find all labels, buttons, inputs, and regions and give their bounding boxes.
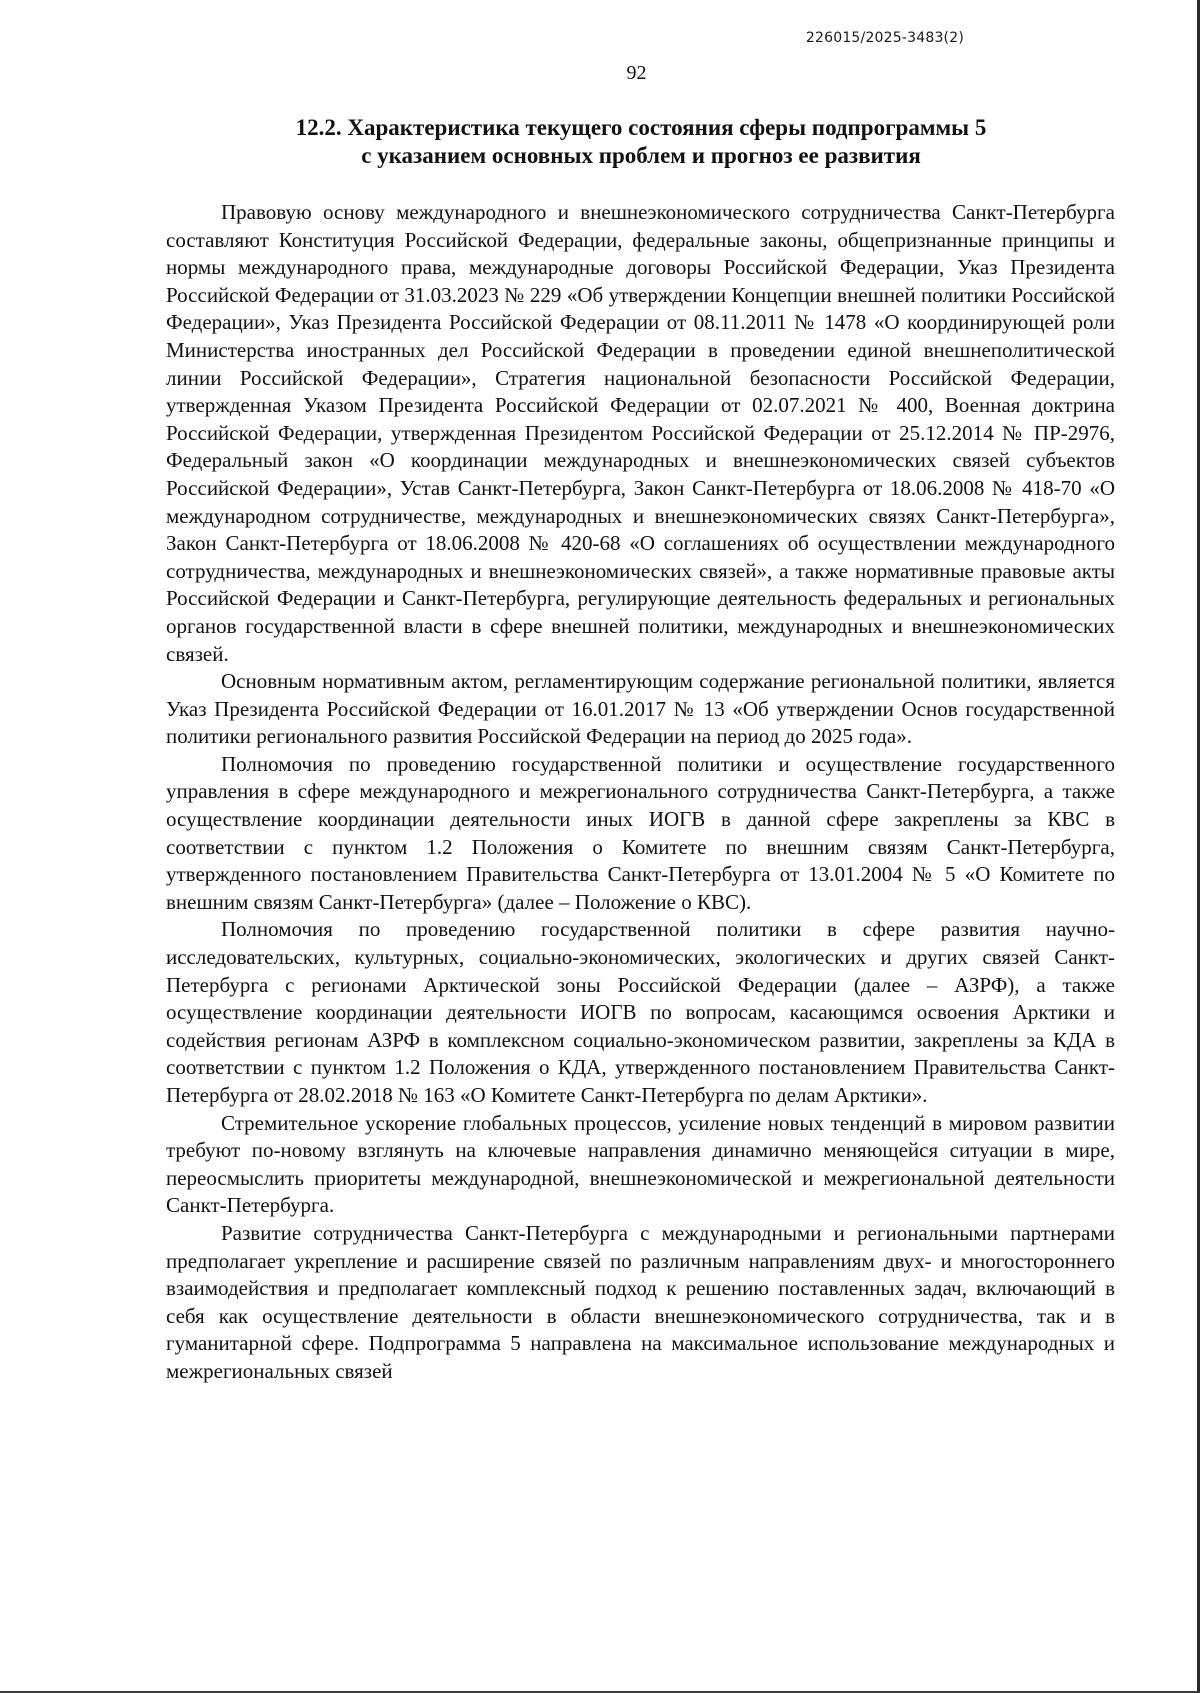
- section-heading: [168, 114, 1114, 170]
- section-heading-line-1: 12.2. Характеристика текущего состояния сферы подпрограммы 5: [295, 115, 987, 140]
- paragraph-cooperation-development: Развитие сотрудничества Санкт-Петербурга с международными и региональными партнерами предполагает укрепление и расширение связей по различным направлениям двух- и многостороннего взаимодействия и предполагает комплексный подход к решению поставленных задач, включающий в себя как осуществление деятельности в области внешнеэкономического сотрудничества, так и в гуманитарной сфере. Подпрограмма 5 направлена на максимальное использование международных и межрегиональных связей: [166, 1220, 1115, 1383]
- paragraph-kvs-powers: Полномочия по проведению государственной политики и осуществление государственного управления в сфере международного и межрегионального сотрудничества Санкт-Петербурга, а также осуществление координации деятельности иных ИОГВ в данной сфере закреплены за КВС в соответствии с пунктом 1.2 Положения о Комитете по внешним связям Санкт-Петербурга, утвержденного постановлением Правительства Санкт-Петербурга от 13.01.2004 № 5 «О Комитете по внешним связям Санкт-Петербурга» (далее – Положение о КВС).: [166, 751, 1115, 914]
- body-text: [166, 199, 1115, 1386]
- page-number: 92: [626, 62, 647, 84]
- paragraph-global-processes: Стремительное ускорение глобальных процессов, усиление новых тенденций в мировом развитии требуют по-новому взглянуть на ключевые направления динамично меняющейся ситуации в мире, переосмыслить приоритеты международной, внешнеэкономической и межрегиональной деятельности Санкт-Петербурга.: [166, 1110, 1115, 1218]
- paragraph-kda-powers: Полномочия по проведению государственной политики в сфере развития научно-исследовательских, культурных, социально-экономических, экологических и других связей Санкт-Петербурга с регионами Арктической зоны Российской Федерации (далее – АЗРФ), а также осуществление координации деятельности ИОГВ по вопросам, касающимся освоения Арктики и содействия регионам АЗРФ в комплексном социально-экономическом развитии, закреплены за КДА в соответствии с пунктом 1.2 Положения о КДА, утвержденного постановлением Правительства Санкт-Петербурга от 28.02.2018 № 163 «О Комитете Санкт-Петербурга по делам Арктики».: [166, 917, 1115, 1107]
- paragraph-legal-basis: Правовую основу международного и внешнеэкономического сотрудничества Санкт-Петербурга составляют Конституция Российской Федерации, федеральные законы, общепризнанные принципы и нормы международного права, международные договоры Российской Федерации, Указ Президента Российской Федерации от 31.03.2023 № 229 «Об утверждении Концепции внешней политики Российской Федерации», Указ Президента Российской Федерации от 08.11.2011 № 1478 «О координирующей роли Министерства иностранных дел Российской Федерации в проведении единой внешнеполитической линии Российской Федерации», Стратегия национальной безопасности Российской Федерации, утвержденная Указом Президента Российской Федерации от 02.07.2021 № 400, Военная доктрина Российской Федерации, утвержденная Президентом Российской Федерации от 25.12.2014 № ПР-2976, Федеральный закон «О координации международных и внешнеэкономических связей субъектов Российской Федерации», Устав Санкт-Петербурга, Закон Санкт-Петербурга от 18.06.2008 № 418-70 «О международном сотрудничестве, международных и внешнеэкономических связях Санкт-Петербурга», Закон Санкт-Петербурга от 18.06.2008 № 420-68 «О соглашениях об осуществлении международного сотрудничества, международных и внешнеэкономических связей», а также нормативные правовые акты Российской Федерации и Санкт-Петербурга, регулирующие деятельность федеральных и региональных органов государственной власти в сфере внешней политики, международных и внешнеэкономических связей.: [166, 200, 1115, 666]
- document-registration-number: 226015/2025-3483(2): [805, 30, 964, 46]
- section-heading-line-2: с указанием основных проблем и прогноз ее развития: [361, 143, 921, 168]
- paragraph-regional-policy: Основным нормативным актом, регламентирующим содержание региональной политики, является Указ Президента Российской Федерации от 16.01.2017 № 13 «Об утверждении Основ государственной политики регионального развития Российской Федерации на период до 2025 года».: [166, 669, 1115, 749]
